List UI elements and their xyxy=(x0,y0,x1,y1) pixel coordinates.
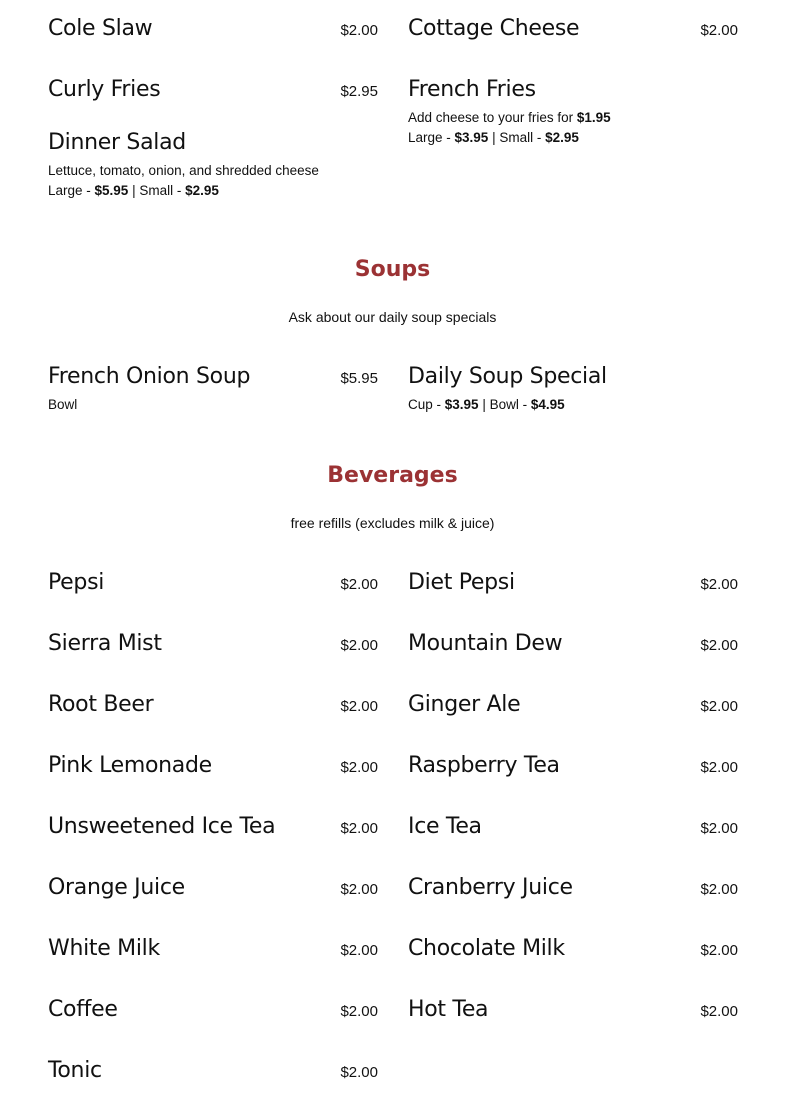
item-price: $2.00 xyxy=(340,637,378,654)
item-price: $2.00 xyxy=(340,698,378,715)
menu-item xyxy=(408,936,738,997)
menu-item xyxy=(48,814,378,875)
item-size-prices: Large - $3.95 | Small - $2.95 xyxy=(408,130,579,145)
soups-grid xyxy=(48,364,738,415)
item-description-line: Lettuce, tomato, onion, and shredded cheese xyxy=(48,163,319,178)
section-title-beverages: Beverages xyxy=(327,463,458,488)
menu-item xyxy=(408,77,738,201)
item-price: $2.00 xyxy=(340,1003,378,1020)
item-name: Mountain Dew xyxy=(408,631,563,656)
menu-item xyxy=(48,77,378,201)
item-name: French Fries xyxy=(408,77,536,102)
item-name: Curly Fries xyxy=(48,77,161,102)
item-name: White Milk xyxy=(48,936,160,961)
menu-item xyxy=(48,364,378,415)
item-price: $5.95 xyxy=(340,370,378,387)
item-price: $2.00 xyxy=(340,942,378,959)
item-price: $2.00 xyxy=(340,1064,378,1081)
item-name: Raspberry Tea xyxy=(408,753,560,778)
item-price: $2.00 xyxy=(700,820,738,837)
menu-item xyxy=(408,692,738,753)
beverages-grid xyxy=(48,570,738,1119)
item-name: Daily Soup Special xyxy=(408,364,607,389)
item-price: $2.00 xyxy=(700,576,738,593)
item-price: $2.00 xyxy=(700,22,738,39)
item-price: $2.00 xyxy=(340,759,378,776)
item-price: $2.00 xyxy=(700,698,738,715)
item-name: Sierra Mist xyxy=(48,631,162,656)
item-name: Tonic xyxy=(48,1058,102,1083)
item-name: Pink Lemonade xyxy=(48,753,212,778)
item-size-prices: Cup - $3.95 | Bowl - $4.95 xyxy=(408,397,565,412)
item-price: $2.00 xyxy=(700,759,738,776)
menu-item xyxy=(48,936,378,997)
item-price: $2.95 xyxy=(340,83,378,100)
item-name: Coffee xyxy=(48,997,118,1022)
item-name: Pepsi xyxy=(48,570,105,595)
item-name: Root Beer xyxy=(48,692,154,717)
item-name: Cranberry Juice xyxy=(408,875,573,900)
menu-item xyxy=(48,1058,378,1119)
item-size-prices: Large - $5.95 | Small - $2.95 xyxy=(48,183,219,198)
menu-item xyxy=(48,997,378,1058)
menu-item xyxy=(408,875,738,936)
item-name: Hot Tea xyxy=(408,997,489,1022)
item-description: Bowl xyxy=(48,397,78,412)
section-subtitle-beverages: free refills (excludes milk & juice) xyxy=(290,515,495,531)
menu-item xyxy=(408,753,738,814)
menu-item xyxy=(48,631,378,692)
item-name: Diet Pepsi xyxy=(408,570,515,595)
sides-grid-row-2 xyxy=(48,77,738,201)
sides-grid-row-1 xyxy=(48,16,738,41)
item-price: $2.00 xyxy=(340,881,378,898)
item-name: Ginger Ale xyxy=(408,692,521,717)
menu-item xyxy=(408,570,738,631)
section-subtitle-soups: Ask about our daily soup specials xyxy=(288,309,497,325)
menu-item xyxy=(408,16,738,41)
item-name: Chocolate Milk xyxy=(408,936,565,961)
item-price: $2.00 xyxy=(700,881,738,898)
item-price: $2.00 xyxy=(700,942,738,959)
item-price: $2.00 xyxy=(700,637,738,654)
item-price: $2.00 xyxy=(340,576,378,593)
menu-item xyxy=(48,692,378,753)
menu-item xyxy=(408,814,738,875)
item-price: $2.00 xyxy=(340,820,378,837)
section-title-soups: Soups xyxy=(354,257,431,282)
item-price: $2.00 xyxy=(700,1003,738,1020)
item-name: Unsweetened Ice Tea xyxy=(48,814,276,839)
item-price: $2.00 xyxy=(340,22,378,39)
menu-item xyxy=(48,875,378,936)
item-name: Dinner Salad xyxy=(48,130,186,155)
menu-item xyxy=(48,16,378,41)
item-name: Orange Juice xyxy=(48,875,185,900)
item-name: Ice Tea xyxy=(408,814,482,839)
menu-item xyxy=(48,570,378,631)
item-name: Cottage Cheese xyxy=(408,16,580,41)
menu-item xyxy=(408,631,738,692)
item-description-line: Add cheese to your fries for $1.95 xyxy=(408,110,611,125)
menu-item xyxy=(408,997,738,1058)
menu-item xyxy=(48,753,378,814)
item-name: French Onion Soup xyxy=(48,364,251,389)
item-description xyxy=(48,161,378,201)
menu-item xyxy=(408,364,738,415)
item-name: Cole Slaw xyxy=(48,16,153,41)
item-description xyxy=(408,108,738,148)
